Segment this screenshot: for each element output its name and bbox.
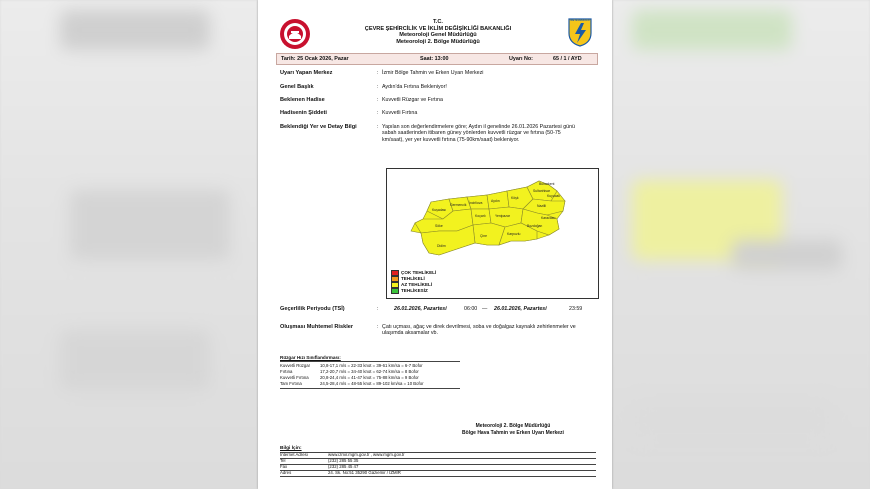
map-label-kusadasi: Kuşadası: [432, 208, 447, 212]
contact-row-website: İnternet Adresi www.izmir.mgm.gov.tr , www.mgm.gov.tr: [280, 452, 405, 457]
map-label-cine: Çine: [480, 234, 487, 238]
validity-start-date: 26.01.2026, Pazartesi: [394, 306, 447, 312]
map-label-karpuzlu: Karpuzlu: [507, 232, 521, 236]
wind-row-strong-wind: Kuvvetli Rüzgar 10,8-17,1 m/s = 22-33 knot = 39-61 km/sa = 6-7 Bofor: [280, 363, 423, 368]
map-label-yenipazar: Yenipazar: [495, 214, 510, 218]
field-label-detail: Beklendiği Yer ve Detay Bilgi: [280, 124, 357, 130]
warning-document: METEOROLOJİ T.C. ÇEVRE ŞEHİRCİLİK VE İKLİM DEĞİŞİKLİĞİ BAKANLIĞI Meteoroloji Genel Müdürlüğü Meteoroloji 2. Bölge Müdürlüğü Tarih: 25 Ocak 2026, Pazar Saat: 13:00 Uyarı No: 65 / 1 / AYD Uyarı Yapan Merkez : İzmir Bölge Tahmin ve Erken Uyarı Merkezi Genel Başlık : Aydın'da Fırtına Bekleniyor! Beklenen Hadise : Kuvvetli Rüzgar ve Fırtına Hadisenin Şiddeti : Kuvvetli Fırtına Beklendiği Yer ve Detay Bilgi : Yapılan son değerlendirmelere göre; Aydın il genelinde 26.01.2026 Pazartesi günü sabah saatlerinden itibaren güney yönlerden kuvvetli rüzgar ve fırtına (50-75 km/saat), yer yer kuvvetli fırtına (75-90km/saat) bekleniyor. Kuşadası Germencik İncirliova Aydın Köşk Sultanhisar Nazilli Kuyucak Buharkent Söke Çine Koçarlı Karpuzlu Bozdoğan Karacasu Yenipazar Didim ÇOK TEHLİKELİ TEHLİKELİ AZ TEHLİKELİ TEHLİKESİZ Geçerlilik Periyodu (TSİ) : 26.01.2026, Pazartesi 06:00 — 26.01.2026, Pazartesi 23:59 Oluşması Muhtemel Riskler : Çatı uçması, ağaç ve direk devrilmesi, soba ve doğalgaz kaynaklı zehirlenmeler ve ulaşımda aksamalar vb. Rüzgar Hızı Sınıflandırması: Kuvvetli Rüzgar 10,8-17,1 m/s = 22-33 knot = 39-61 km/sa = 6-7 Bofor Fırtına 17,2-20,7 m/s = 34-40 knot = 62-74 km/sa = 8 Bofor Kuvvetli Fırtına 20,8-24,4 m/s = 41-47 knot = 75-88 km/sa = 9 Bofor Tam Fırtına 24,5-28,4 m/s = 48-55 knot = 89-102 km/sa = 10 Bofor Meteoroloji 2. Bölge Müdürlüğü Bölge Hava Tahmin ve Erken Uyarı Merkezi Bilgi İçin: İnternet Adresi www.izmir.mgm.gov.tr , www.mgm.gov.tr Tel (232) 285 55 35 Fax (232) 285 45 47 Adres 24. Sk. No:51 35290 Gaziemir / İZMİR: [258, 0, 612, 489]
meteorology-logo-text: METEOROLOJİ: [570, 19, 590, 22]
map-label-kocarli: Koçarlı: [475, 214, 486, 218]
map-label-nazilli: Nazilli: [537, 204, 547, 208]
risks-label: Oluşması Muhtemel Riskler: [280, 324, 354, 330]
map-label-buharkent: Buharkent: [539, 182, 555, 186]
map-label-soke: Söke: [435, 224, 443, 228]
header-regional: Meteoroloji 2. Bölge Müdürlüğü: [396, 38, 480, 45]
validity-end-date: 26.01.2026, Pazartesi: [494, 306, 547, 312]
wind-row-strong-storm: Kuvvetli Fırtına 20,8-24,4 m/s = 41-47 knot = 75-88 km/sa = 9 Bofor: [280, 375, 419, 380]
field-value-detail: Yapılan son değerlendirmelere göre; Aydın il genelinde 26.01.2026 Pazartesi günü sabah saatlerinden itibaren güney yönlerden kuvvetli rüzgar ve fırtına (50-75 km/saat), yer yer kuvvetli fırtına (75-90km/saat) bekleniyor.: [382, 124, 575, 143]
legend-swatch-green: [391, 288, 399, 294]
legend-item-less-dangerous: AZ TEHLİKELİ: [391, 282, 432, 288]
wind-table-title: Rüzgar Hızı Sınıflandırması:: [280, 355, 341, 360]
wind-row-storm: Fırtına 17,2-20,7 m/s = 34-40 knot = 62-74 km/sa = 8 Bofor: [280, 369, 419, 374]
field-label-severity: Hadisenin Şiddeti: [280, 110, 327, 116]
risks-value: Çatı uçması, ağaç ve direk devrilmesi, soba ve doğalgaz kaynaklı zehirlenmeler ve ulaşımda aksamalar vb.: [382, 324, 576, 337]
map-label-kuyucak: Kuyucak: [547, 194, 561, 198]
map-label-bozdogan: Bozdoğan: [527, 224, 543, 228]
ministry-logo: [279, 18, 311, 50]
validity-dash: —: [482, 306, 488, 312]
field-label-title: Genel Başlık: [280, 84, 314, 90]
contact-row-address: Adres 24. Sk. No:51 35290 Gaziemir / İZMİR: [280, 470, 401, 475]
warning-no-value: 65 / 1 / AYD: [553, 56, 582, 62]
field-value-title: Aydın'da Fırtına Bekleniyor!: [382, 84, 447, 90]
map-label-incirliova: İncirliova: [469, 201, 483, 205]
validity-label: Geçerlilik Periyodu (TSİ): [280, 306, 345, 312]
wind-row-full-storm: Tam Fırtına 24,5-28,4 m/s = 48-55 knot = 89-102 km/sa = 10 Bofor: [280, 381, 424, 386]
meteorology-logo: [567, 17, 593, 47]
field-label-event: Beklenen Hadise: [280, 97, 325, 103]
validity-start-time: 06:00: [464, 306, 478, 312]
map-label-karacasu: Karacasu: [541, 216, 556, 220]
header-ministry: ÇEVRE ŞEHİRCİLİK VE İKLİM DEĞİŞİKLİĞİ BAKANLIĞI: [364, 25, 512, 32]
validity-end-time: 23:59: [569, 306, 583, 312]
legend-item-safe: TEHLİKESİZ: [391, 288, 428, 294]
contact-row-tel: Tel (232) 285 55 35: [280, 458, 359, 463]
background-right: [612, 0, 870, 489]
header-line-tc: T.C.: [433, 19, 443, 25]
legend-item-very-dangerous: ÇOK TEHLİKELİ: [391, 270, 436, 276]
legend-item-dangerous: TEHLİKELİ: [391, 276, 425, 282]
field-label-center: Uyarı Yapan Merkez: [280, 70, 333, 76]
field-value-center: İzmir Bölge Tahmin ve Erken Uyarı Merkezi: [382, 70, 484, 76]
info-bar: [276, 53, 598, 65]
map-label-kosk: Köşk: [511, 196, 519, 200]
map-label-sultanhisar: Sultanhisar: [533, 189, 550, 193]
background-left: [0, 0, 258, 489]
field-value-severity: Kuvvetli Fırtına: [382, 110, 418, 116]
header-directorate: Meteoroloji Genel Müdürlüğü: [399, 32, 477, 39]
time-text: Saat: 13:00: [420, 56, 449, 62]
contact-row-fax: Fax (232) 285 45 47: [280, 464, 359, 469]
map-label-didim: Didim: [437, 244, 446, 248]
map-label-germencik: Germencik: [450, 203, 467, 207]
signature-office: Meteoroloji 2. Bölge Müdürlüğü: [475, 423, 551, 429]
field-value-event: Kuvvetli Rüzgar ve Fırtına: [382, 97, 443, 103]
signature-center: Bölge Hava Tahmin ve Erken Uyarı Merkezi: [462, 429, 564, 436]
warning-no-label: Uyarı No:: [509, 56, 533, 62]
website-link[interactable]: www.izmir.mgm.gov.tr , www.mgm.gov.tr: [328, 452, 405, 457]
map-label-aydin: Aydın: [491, 199, 500, 203]
aydin-district-map: [387, 169, 598, 269]
date-text: Tarih: 25 Ocak 2026, Pazar: [281, 56, 349, 62]
warning-map: [386, 168, 599, 299]
contact-title: Bilgi İçin:: [280, 446, 302, 451]
